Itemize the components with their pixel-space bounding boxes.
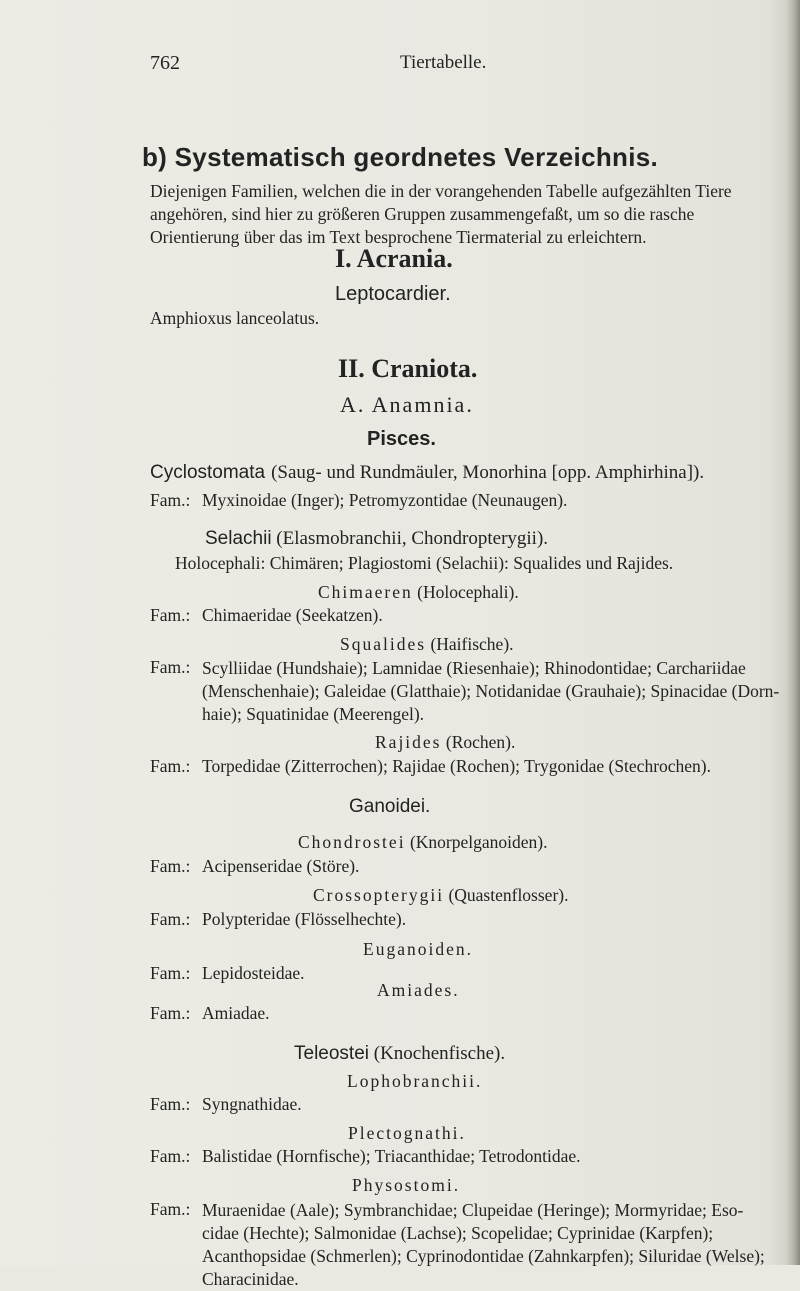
- squalides-families: [202, 657, 780, 726]
- cyclostomata-families: Myxinoidae (Inger); Petromyzontidae (Neunaugen).: [202, 490, 568, 510]
- cyclostomata-name: Cyclostomata: [150, 462, 266, 483]
- euganoiden-families: Lepidosteidae.: [202, 963, 305, 983]
- amiades-heading: Amiades.: [377, 980, 460, 1000]
- chondrostei-heading-line: [298, 832, 547, 853]
- physo-heading: Physostomi.: [352, 1175, 461, 1195]
- chimaeren-heading: Chimaeren: [318, 582, 413, 602]
- page-number: 762: [150, 52, 180, 74]
- chimaeren-sub: (Holocephali).: [417, 582, 519, 602]
- plecto-heading: Plectognathi.: [348, 1123, 466, 1143]
- rajides-families: Torpedidae (Zitterrochen); Rajidae (Rochen); Trygonidae (Stechrochen).: [202, 756, 712, 776]
- pisces-heading: Pisces.: [367, 428, 436, 450]
- physo-families: [202, 1199, 765, 1291]
- chondrostei-families: Acipenseridae (Störe).: [202, 856, 360, 876]
- squalides-fam-label: Fam.:: [150, 657, 191, 677]
- rajides-sub: (Rochen).: [445, 732, 516, 752]
- squalides-line: Scylliidae (Hundshaie); Lamnidae (Riesenhaie); Rhinodontidae; Carchariidae: [202, 658, 746, 678]
- section-title: b) Systematisch geordnetes Verzeichnis.: [142, 142, 658, 172]
- intro-line: angehören, sind hier zu größeren Gruppen zusammengefaßt, um so die rasche: [150, 204, 695, 224]
- intro-line: Diejenigen Familien, welchen die in der vorangehenden Tabelle aufgezählten Tiere: [150, 181, 732, 201]
- squalides-line: (Menschenhaie); Galeidae (Glatthaie); Notidanidae (Grauhaie); Spinacidae (Dorn-: [202, 681, 780, 701]
- plecto-families: Balistidae (Hornfische); Triacanthidae; Tetrodontidae.: [202, 1146, 581, 1166]
- selachii-name: Selachii: [205, 528, 272, 549]
- physo-line: Acanthopsidae (Schmerlen); Cyprinodontidae (Zahnkarpfen); Siluridae (Welse);: [202, 1246, 765, 1266]
- acrania-heading: I. Acrania.: [335, 244, 453, 273]
- chondrostei-fam-label: Fam.:: [150, 856, 191, 876]
- cyclostomata-fam-label: Fam.:: [150, 490, 191, 510]
- crosso-fam-label: Fam.:: [150, 909, 191, 929]
- crosso-families: Polypteridae (Flösselhechte).: [202, 909, 407, 929]
- teleostei-desc: (Knochenfische).: [373, 1043, 506, 1064]
- leptocardier-heading: Leptocardier.: [335, 283, 451, 305]
- squalides-sub: (Haifische).: [430, 634, 514, 654]
- cyclostomata-line: [150, 462, 705, 484]
- teleostei-name: Teleostei: [294, 1043, 369, 1064]
- chimaeren-families: Chimaeridae (Seekatzen).: [202, 605, 383, 625]
- crosso-heading: Crossopterygii: [313, 885, 445, 905]
- ganoidei-heading: Ganoidei.: [349, 796, 431, 817]
- running-title: Tiertabelle.: [400, 52, 487, 73]
- physo-line: Characinidae.: [202, 1269, 299, 1289]
- euganoiden-heading: Euganoiden.: [363, 939, 473, 959]
- craniota-heading: II. Craniota.: [338, 354, 478, 383]
- teleostei-line: [294, 1043, 505, 1065]
- lopho-heading: Lophobranchii.: [347, 1071, 483, 1091]
- crosso-heading-line: [313, 885, 568, 906]
- euganoiden-fam-label: Fam.:: [150, 963, 191, 983]
- chondrostei-heading: Chondrostei: [298, 832, 406, 852]
- selachii-desc: (Elasmobranchii, Chondropterygii).: [276, 528, 549, 549]
- physo-line: cidae (Hechte); Salmonidae (Lachse); Scopelidae; Cyprinidae (Karpfen);: [202, 1223, 714, 1243]
- squalides-heading-line: [340, 634, 514, 655]
- anamnia-heading: A. Anamnia.: [340, 392, 474, 417]
- chondrostei-sub: (Knorpelganoiden).: [409, 832, 548, 852]
- amiades-fam-label: Fam.:: [150, 1003, 191, 1023]
- amphioxus-species: Amphioxus lanceolatus.: [150, 308, 320, 328]
- physo-fam-label: Fam.:: [150, 1199, 191, 1219]
- intro-line: Orientierung über das im Text besprochene Tiermaterial zu erleichtern.: [150, 227, 647, 247]
- cyclostomata-desc: (Saug- und Rundmäuler, Monorhina [opp. Amphirhina]).: [271, 462, 705, 483]
- rajides-fam-label: Fam.:: [150, 756, 191, 776]
- intro-paragraph: [150, 180, 732, 249]
- rajides-heading: Rajides: [375, 732, 442, 752]
- amiades-families: Amiadae.: [202, 1003, 270, 1023]
- rajides-heading-line: [375, 732, 515, 753]
- chimaeren-heading-line: [318, 582, 519, 603]
- lopho-fam-label: Fam.:: [150, 1094, 191, 1114]
- lopho-families: Syngnathidae.: [202, 1094, 302, 1114]
- selachii-line: [205, 528, 548, 550]
- plecto-fam-label: Fam.:: [150, 1146, 191, 1166]
- squalides-heading: Squalides: [340, 634, 427, 654]
- selachii-overview: Holocephali: Chimären; Plagiostomi (Selachii): Squalides und Rajides.: [175, 553, 674, 573]
- squalides-line: haie); Squatinidae (Meerengel).: [202, 704, 425, 724]
- page-edge-shadow: [786, 0, 800, 1265]
- crosso-sub: (Quastenflosser).: [448, 885, 569, 905]
- physo-line: Muraenidae (Aale); Symbranchidae; Clupeidae (Heringe); Mormyridae; Eso-: [202, 1200, 744, 1220]
- chimaeren-fam-label: Fam.:: [150, 605, 191, 625]
